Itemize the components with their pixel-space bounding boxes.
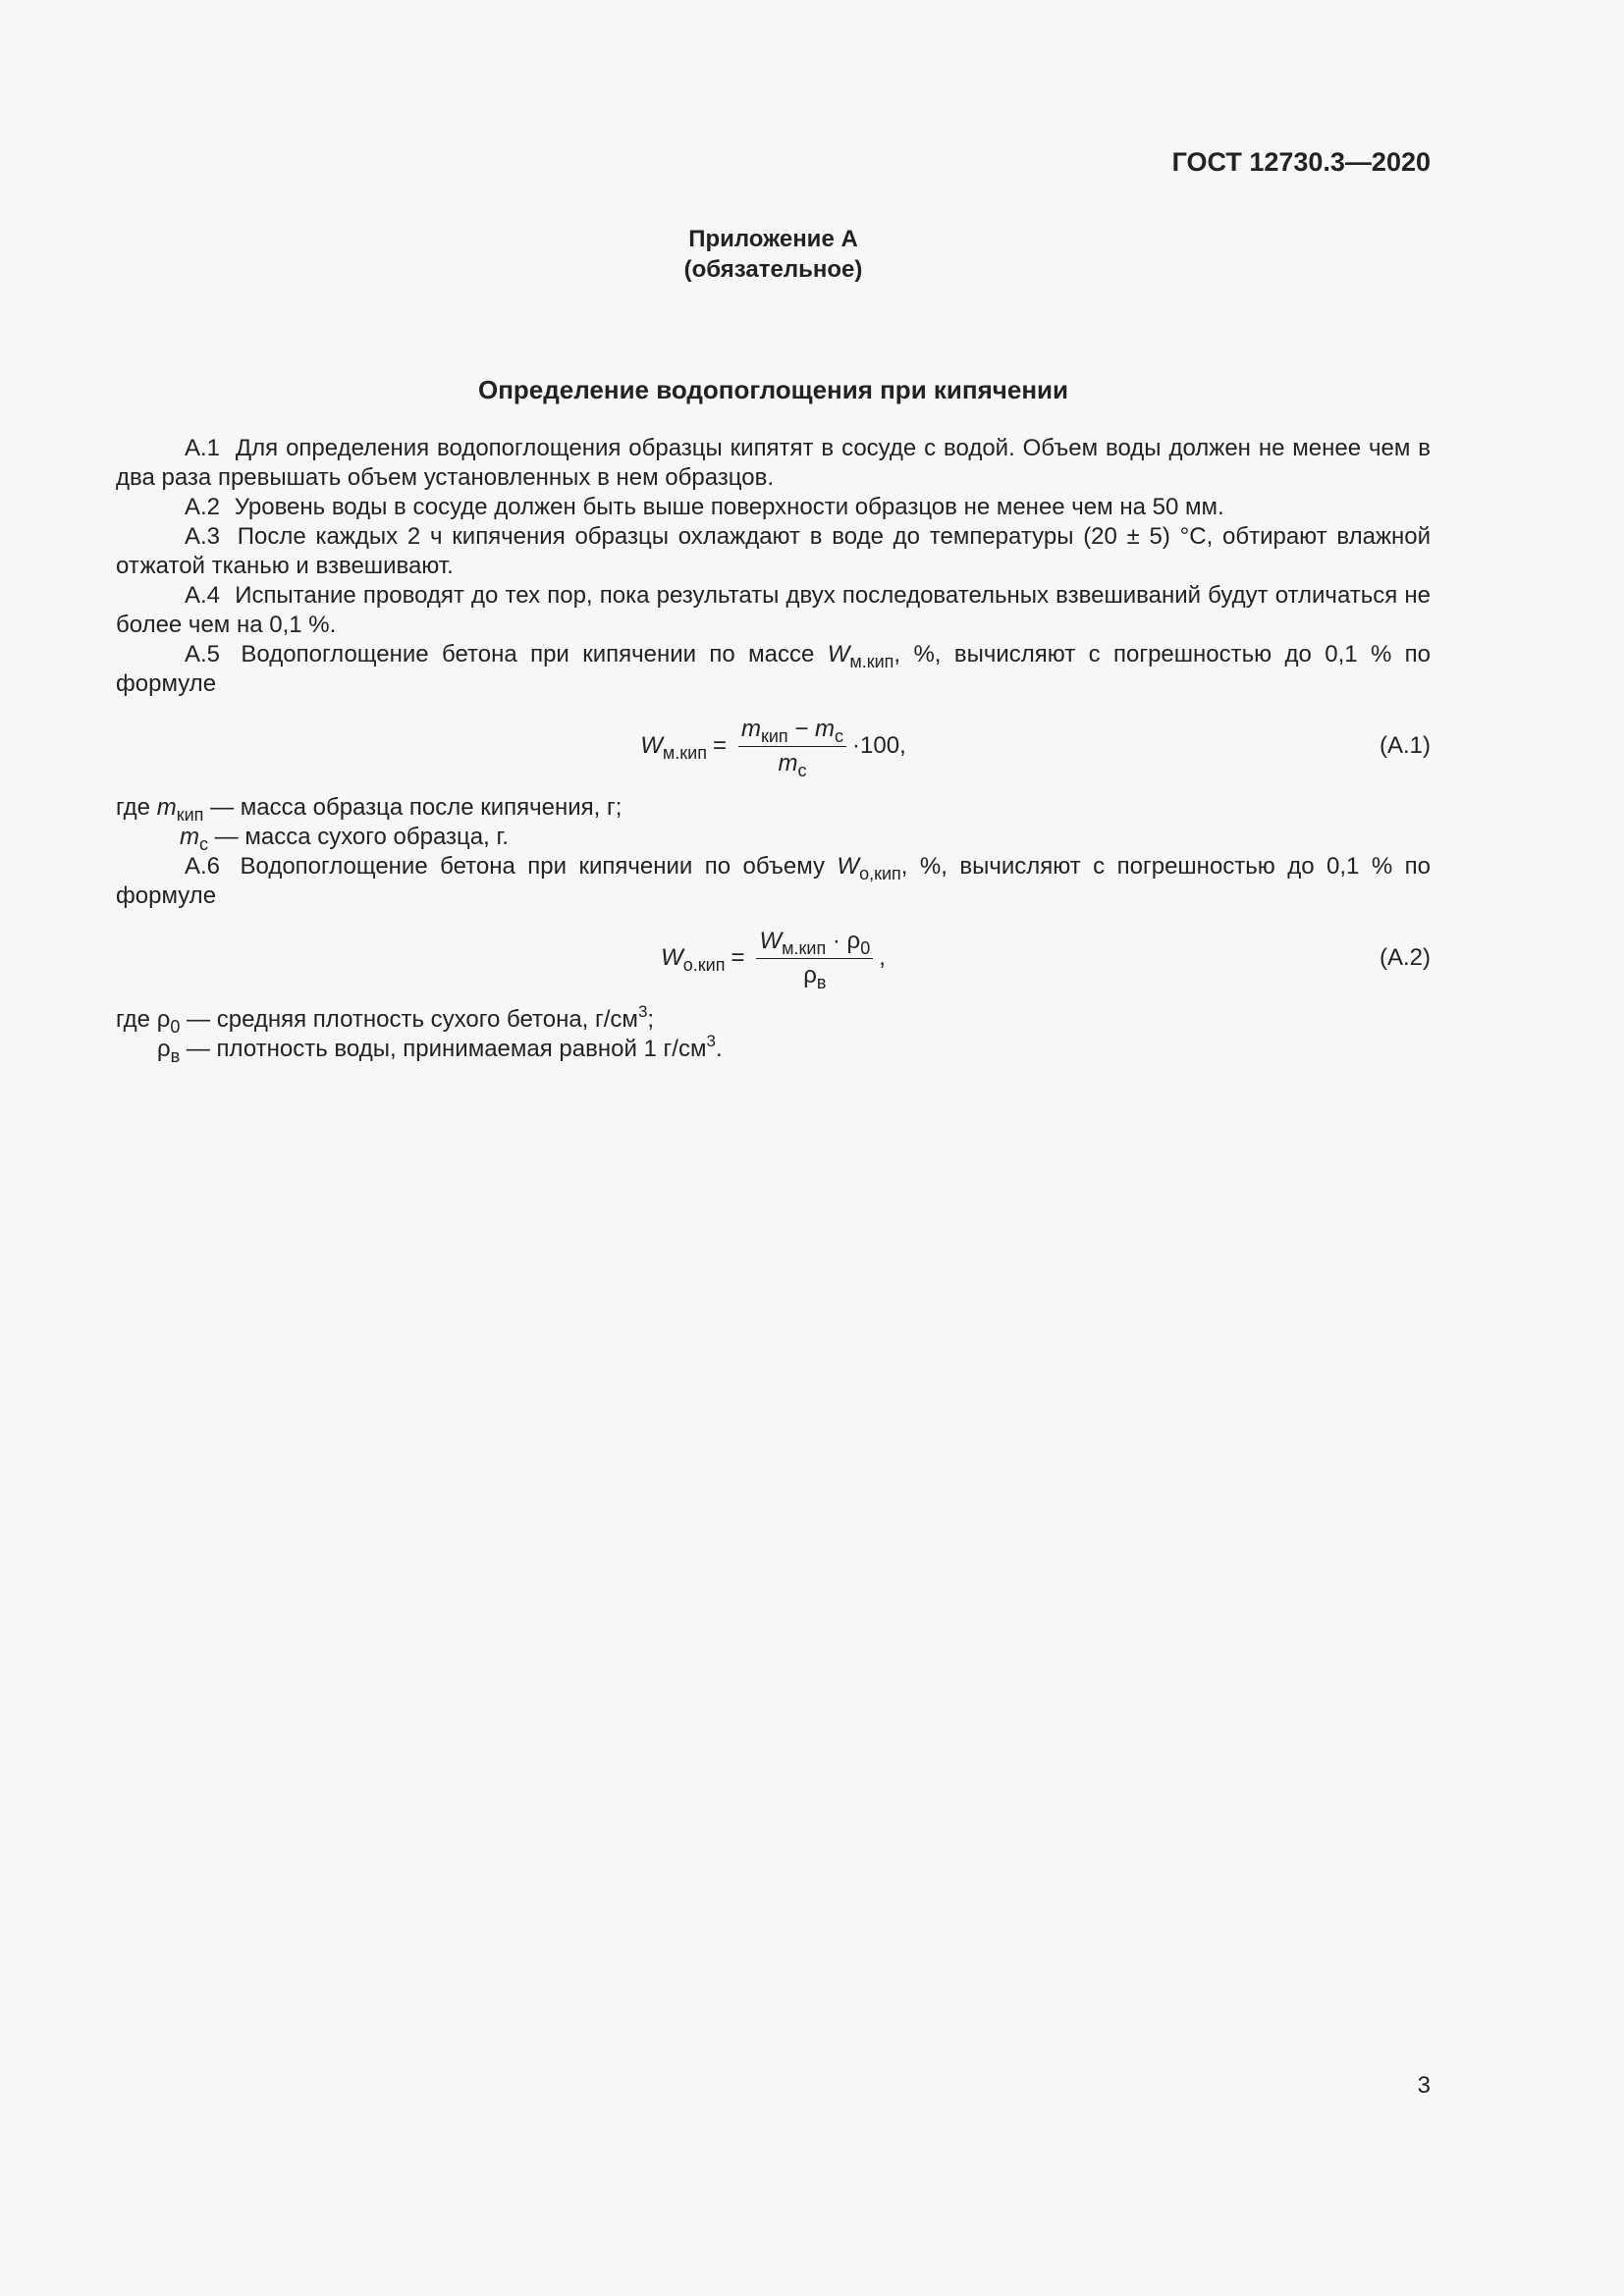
paragraph-number: А.4	[185, 582, 221, 609]
formula-tail: ,	[879, 944, 886, 971]
superscript: 3	[637, 1002, 648, 1021]
symbol-subscript: кип	[176, 805, 204, 825]
paragraph-text: После каждых 2 ч кипячения образцы охлаждают в воде до температуры (20 ± 5) °С, обтирают влажной отжатой тканью и взвешивают.	[116, 523, 1432, 579]
formula-a1	[116, 699, 1431, 793]
punctuation: .	[715, 1036, 723, 1062]
paragraph-text: Водопоглощение бетона при кипячении по объему	[240, 853, 825, 880]
equation-number: (А.1)	[1379, 732, 1431, 759]
paragraph-number: А.6	[185, 853, 221, 880]
where-line-4	[116, 1032, 1431, 1066]
paragraph-number: А.5	[185, 641, 221, 667]
symbol-description: — средняя плотность сухого бетона, г/см	[187, 1006, 638, 1033]
symbol: W	[759, 927, 783, 954]
annex-status: (обязательное)	[683, 256, 863, 283]
paragraph-a3	[116, 522, 1431, 581]
symbol-description: — масса образца после кипячения, г;	[210, 794, 623, 821]
symbol: ρ	[157, 1036, 171, 1062]
symbol: W	[837, 853, 860, 880]
annex-heading	[0, 224, 1546, 285]
formula-lhs	[640, 731, 707, 761]
symbol-subscript: м.кип	[849, 652, 894, 671]
symbol: ρ	[846, 927, 861, 954]
superscript: 3	[706, 1032, 716, 1050]
minus-sign: −	[794, 715, 809, 742]
where-line-1	[116, 793, 1431, 823]
paragraph-a6	[116, 852, 1431, 911]
formula-expression	[116, 699, 1431, 793]
symbol-subscript: кип	[760, 725, 788, 746]
equals-sign: =	[712, 732, 727, 759]
symbol-subscript: 0	[170, 1017, 181, 1037]
symbol-subscript: с	[835, 725, 844, 746]
paragraph-a2	[116, 493, 1431, 522]
symbol-subscript: 0	[860, 937, 871, 958]
symbol-subscript: с	[797, 760, 807, 780]
symbol-description: — масса сухого образца, г.	[214, 824, 509, 850]
symbol-subscript: в	[816, 972, 827, 992]
paragraph-a1	[116, 434, 1431, 493]
symbol: m	[778, 749, 798, 776]
symbol-subscript: с	[199, 834, 208, 854]
symbol: W	[640, 732, 663, 759]
symbol: ρ	[803, 961, 817, 988]
multiply-dot: ·	[832, 927, 840, 954]
fraction-denominator	[779, 747, 807, 778]
where-line-3	[116, 1002, 1431, 1037]
fraction-denominator	[803, 959, 826, 990]
symbol: m	[740, 715, 761, 742]
formula-a2	[116, 911, 1431, 1005]
formula-expression	[116, 911, 1431, 1005]
paragraph-number: А.2	[185, 494, 221, 520]
page-number: 3	[1417, 2072, 1431, 2099]
symbol: m	[180, 824, 199, 850]
fraction	[756, 927, 873, 990]
equation-number: (А.2)	[1379, 944, 1431, 971]
where-line-2	[116, 823, 1431, 852]
formula-lhs	[661, 943, 725, 973]
paragraph-text: Водопоглощение бетона при кипячении по массе	[241, 641, 815, 667]
symbol-subscript: м.кип	[782, 937, 827, 958]
symbol-subscript: в	[170, 1046, 181, 1066]
annex-title: Приложение А	[688, 226, 858, 252]
equals-sign: =	[731, 944, 745, 971]
symbol-subscript: о.кип	[682, 955, 726, 975]
symbol-subscript: м.кип	[662, 743, 707, 763]
document-body	[116, 434, 1431, 1064]
paragraph-text: Уровень воды в сосуде должен быть выше поверхности образцов не менее чем на 50 мм.	[234, 494, 1224, 520]
paragraph-text-end: , %, вычисляют с погрешностью до 0,1 % по формуле	[116, 641, 1432, 697]
fraction	[738, 715, 846, 778]
paragraph-number: А.1	[185, 435, 221, 461]
paragraph-text-end: , %, вычисляют с погрешностью до 0,1 % по формуле	[116, 853, 1431, 909]
document-code: ГОСТ 12730.3—2020	[1171, 147, 1431, 177]
paragraph-text: Для определения водопоглощения образцы кипятят в сосуде с водой. Объем воды должен не менее чем в два раза превышать объем установленных в нем образцов.	[116, 435, 1431, 491]
paragraph-a5	[116, 640, 1431, 699]
where-lead: где	[116, 794, 151, 821]
where-lead: где	[116, 1006, 151, 1033]
formula-multiplier: ·100,	[852, 732, 906, 759]
symbol: m	[815, 715, 836, 742]
symbol: W	[661, 944, 683, 971]
fraction-numerator	[738, 715, 846, 747]
symbol: m	[156, 794, 177, 821]
paragraph-a4	[116, 581, 1431, 640]
section-title: Определение водопоглощения при кипячении	[478, 375, 1068, 404]
fraction-numerator	[756, 927, 873, 959]
symbol-subscript: о,кип	[859, 864, 901, 883]
symbol: W	[827, 641, 850, 667]
paragraph-text: Испытание проводят до тех пор, пока результаты двух последовательных взвешиваний будут отличаться не более чем на 0,1 %.	[116, 582, 1431, 638]
symbol: ρ	[156, 1006, 171, 1033]
symbol-description: — плотность воды, принимаемая равной 1 г/см	[186, 1036, 707, 1062]
paragraph-number: А.3	[185, 523, 221, 550]
punctuation: ;	[647, 1006, 655, 1033]
